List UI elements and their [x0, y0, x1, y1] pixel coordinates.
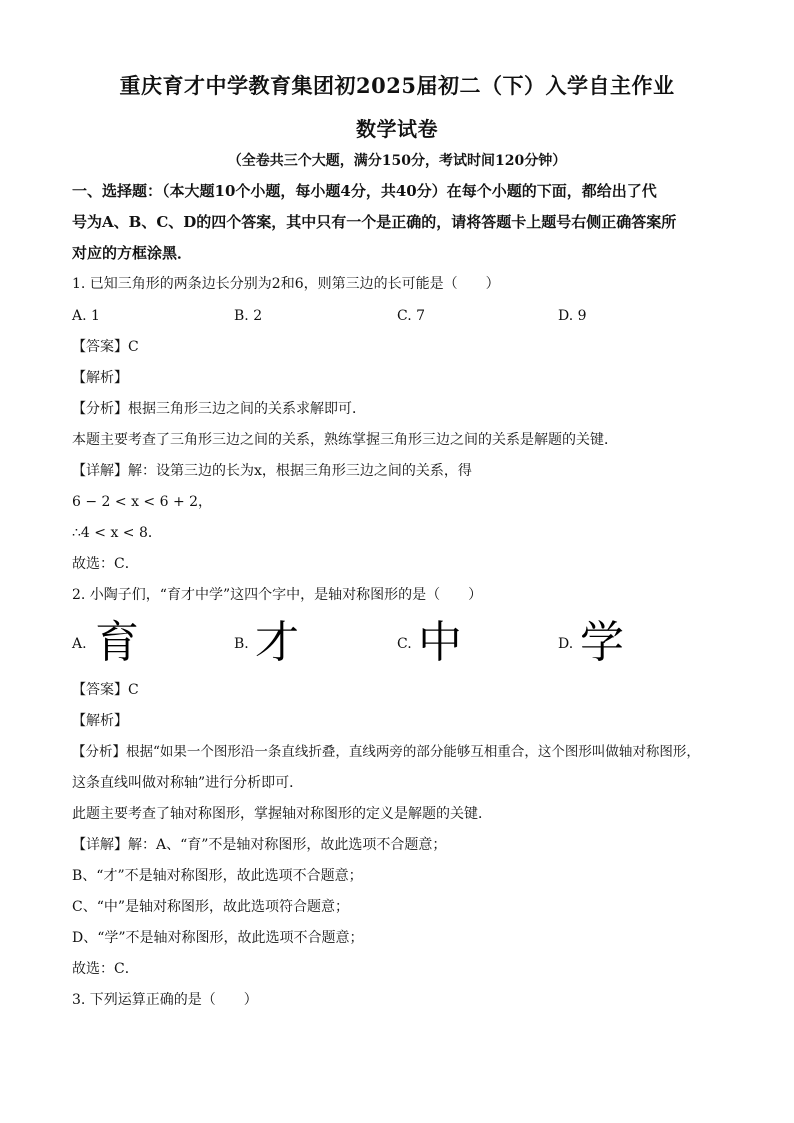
q2-option-d-label: D. — [558, 636, 574, 652]
q2-fenxi-line1: 【分析】根据“如果一个图形沿一条直线折叠，直线两旁的部分能够互相重合，这个图形叫做轴对称图形， — [72, 744, 700, 760]
q1-option-a: A. 1 — [72, 308, 100, 324]
q2-stem: 2. 小陶子们，“育才中学”这四个字中，是轴对称图形的是（ ） — [72, 587, 483, 603]
exam-subject: 数学试卷 — [356, 117, 438, 141]
q1-choose: 故选：C． — [72, 556, 139, 572]
q2-detail-d: D、“学”不是轴对称图形，故此选项不合题意； — [72, 930, 364, 946]
q1-inequality-1: 6 − 2 < x < 6 + 2， — [72, 494, 213, 510]
q2-detail-c: C、“中”是轴对称图形，故此选项符合题意； — [72, 899, 350, 915]
section1-intro-line1: 一、选择题：（本大题10个小题，每小题4分，共40分）在每个小题的下面，都给出了代 — [72, 182, 657, 200]
q1-option-b: B. 2 — [234, 308, 263, 324]
q3-stem: 3. 下列运算正确的是（ ） — [72, 992, 258, 1008]
section1-intro-line3: 对应的方框涂黑． — [72, 244, 193, 262]
q2-answer: 【答案】C — [72, 682, 139, 698]
q1-detail: 【详解】解：设第三边的长为x，根据三角形三边之间的关系，得 — [72, 463, 472, 479]
section1-intro-line2: 号为A、B、C、D的四个答案，其中只有一个是正确的，请将答题卡上题号右侧正确答案所 — [72, 213, 677, 231]
q1-option-d: D. 9 — [558, 308, 587, 324]
exam-title: 重庆育才中学教育集团初2025届初二（下）入学自主作业 — [119, 73, 675, 98]
q2-option-c-char: 中 — [418, 617, 462, 668]
q2-jiexi: 【解析】 — [72, 713, 128, 729]
q2-choose: 故选：C． — [72, 961, 139, 977]
q1-jiexi: 【解析】 — [72, 370, 128, 386]
q2-option-b-label: B. — [234, 636, 249, 652]
q1-inequality-2: ∴4 < x < 8． — [72, 525, 162, 541]
q2-detail-a: 【详解】解：A、“育”不是轴对称图形，故此选项不合题意； — [72, 837, 447, 853]
q2-note: 此题主要考查了轴对称图形，掌握轴对称图形的定义是解题的关键． — [72, 806, 492, 822]
q2-fenxi-line2: 这条直线叫做对称轴”进行分析即可． — [72, 775, 304, 791]
exam-note: （全卷共三个大题，满分150分，考试时间120分钟） — [227, 153, 567, 169]
q1-stem: 1. 已知三角形的两条边长分别为2和6，则第三边的长可能是（ ） — [72, 276, 500, 292]
q1-note: 本题主要考查了三角形三边之间的关系，熟练掌握三角形三边之间的关系是解题的关键． — [72, 432, 618, 448]
q2-option-b-char: 才 — [255, 617, 299, 668]
q2-option-c-label: C. — [397, 636, 412, 652]
q2-detail-b: B、“才”不是轴对称图形，故此选项不合题意； — [72, 868, 363, 884]
q2-option-a-char: 育 — [95, 617, 139, 668]
q1-fenxi: 【分析】根据三角形三边之间的关系求解即可． — [72, 401, 366, 417]
q1-option-c: C. 7 — [397, 308, 426, 324]
q2-option-a-label: A. — [72, 636, 87, 652]
q1-answer: 【答案】C — [72, 339, 139, 355]
q2-option-d-char: 学 — [580, 617, 624, 668]
